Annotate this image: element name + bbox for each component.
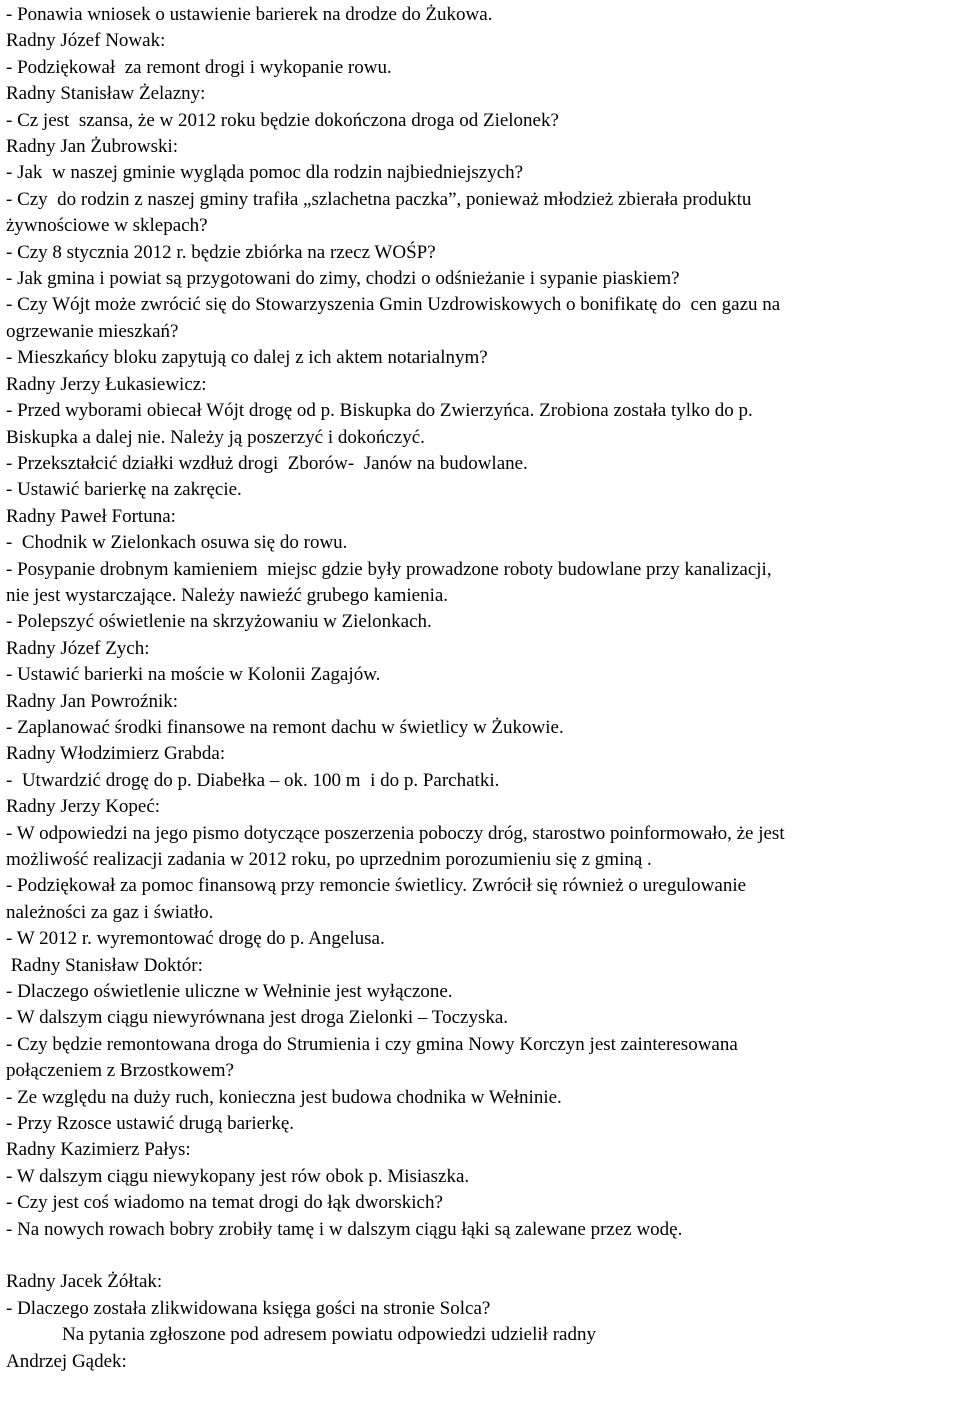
speaker-line: Radny Jerzy Łukasiewicz:	[6, 373, 207, 395]
text-line: możliwość realizacji zadania w 2012 roku, po uprzednim porozumieniu się z gminą .	[6, 849, 652, 870]
speaker-line: Radny Stanisław Żelazny:	[6, 83, 206, 105]
speaker-line: Radny Jan Żubrowski:	[6, 136, 179, 158]
text-line: - Na nowych rowach bobry zrobiły tamę i w dalszym ciągu łąki są zalewane przez wodę.	[6, 1218, 683, 1240]
text-line: - Dlaczego oświetlenie uliczne w Wełninie jest wyłączone.	[6, 981, 453, 1003]
speaker-line: Radny Stanisław Doktór:	[6, 954, 203, 976]
text-line: - Przy Rzosce ustawić drugą barierkę.	[6, 1113, 295, 1135]
text-line: - Chodnik w Zielonkach osuwa się do rowu.	[6, 532, 348, 554]
text-line: połączeniem z Brzostkowem?	[6, 1060, 234, 1082]
text-line: - Przekształcić działki wzdłuż drogi Zborów- Janów na budowlane.	[6, 452, 528, 474]
speaker-line: Radny Jan Powroźnik:	[6, 690, 179, 712]
speaker-line: Radny Józef Nowak:	[6, 30, 166, 52]
speaker-line: Radny Włodzimierz Grabda:	[6, 743, 226, 765]
text-line: - Ustawić barierki na moście w Kolonii Zagajów.	[6, 664, 381, 686]
text-line: - Zaplanować środki finansowe na remont dachu w świetlicy w Żukowie.	[6, 716, 564, 738]
text-line: - Cz jest szansa, że w 2012 roku będzie dokończona droga od Zielonek?	[6, 109, 559, 131]
speaker-line: Radny Jerzy Kopeć:	[6, 796, 161, 818]
text-line: - Podziękował za pomoc finansową przy remoncie świetlicy. Zwrócił się również o uregulowanie	[6, 875, 747, 897]
speaker-line: Radny Jacek Żółtak:	[6, 1271, 163, 1293]
text-line: - Jak w naszej gminie wygląda pomoc dla rodzin najbiedniejszych?	[6, 162, 524, 184]
text-line: żywnościowe w sklepach?	[6, 215, 208, 237]
speaker-line: Radny Paweł Fortuna:	[6, 505, 176, 527]
text-line: - Ustawić barierkę na zakręcie.	[6, 479, 242, 501]
speaker-line: Andrzej Gądek:	[6, 1350, 127, 1372]
text-line: - Utwardzić drogę do p. Diabełka – ok. 100 m i do p. Parchatki.	[6, 769, 500, 791]
text-line: - Mieszkańcy bloku zapytują co dalej z ich aktem notarialnym?	[6, 347, 488, 369]
text-line: Biskupka a dalej nie. Należy ją poszerzyć i dokończyć.	[6, 426, 425, 448]
text-line: - Podziękował za remont drogi i wykopanie rowu.	[6, 56, 392, 78]
text-line: - Posypanie drobnym kamieniem miejsc gdzie były prowadzone roboty budowlane przy kanalizacji,	[6, 558, 772, 580]
text-line: - Czy Wójt może zwrócić się do Stowarzyszenia Gmin Uzdrowiskowych o bonifikatę do cen gazu na	[6, 294, 781, 316]
closing-line: Na pytania zgłoszone pod adresem powiatu odpowiedzi udzielił radny	[62, 1324, 596, 1346]
text-line: - W dalszym ciągu niewyrównana jest droga Zielonki – Toczyska.	[6, 1007, 509, 1029]
text-line: należności za gaz i światło.	[6, 901, 214, 923]
text-line: - Czy będzie remontowana droga do Strumienia i czy gmina Nowy Korczyn jest zainteresowana	[6, 1033, 738, 1055]
text-line: - Przed wyborami obiecał Wójt drogę od p. Biskupka do Zwierzyńca. Zrobiona została tylko do p.	[6, 400, 753, 422]
text-line: - Czy jest coś wiadomo na temat drogi do łąk dworskich?	[6, 1192, 443, 1214]
text-line: ogrzewanie mieszkań?	[6, 320, 179, 342]
text-line: - Jak gmina i powiat są przygotowani do zimy, chodzi o odśnieżanie i sypanie piaskiem?	[6, 268, 680, 290]
text-line: - Polepszyć oświetlenie na skrzyżowaniu w Zielonkach.	[6, 611, 432, 633]
text-line: - Ponawia wniosek o ustawienie barierek na drodze do Żukowa.	[6, 4, 493, 25]
text-line: - W odpowiedzi na jego pismo dotyczące poszerzenia poboczy dróg, starostwo poinformowało, że jest	[6, 822, 785, 844]
text-line: - Dlaczego została zlikwidowana księga gości na stronie Solca?	[6, 1297, 491, 1319]
text-line: - Ze względu na duży ruch, konieczna jest budowa chodnika w Wełninie.	[6, 1086, 562, 1108]
speaker-line: Radny Józef Zych:	[6, 637, 150, 659]
text-line: nie jest wystarczające. Należy nawieźć grubego kamienia.	[6, 584, 449, 606]
blank-line	[6, 1243, 960, 1269]
text-line: - W dalszym ciągu niewykopany jest rów obok p. Misiaszka.	[6, 1165, 470, 1187]
text-line: - Czy 8 stycznia 2012 r. będzie zbiórka na rzecz WOŚP?	[6, 241, 436, 263]
speaker-line: Radny Kazimierz Pałys:	[6, 1139, 191, 1161]
text-line: - W 2012 r. wyremontować drogę do p. Angelusa.	[6, 928, 385, 950]
text-line: - Czy do rodzin z naszej gminy trafiła „szlachetna paczka”, ponieważ młodzież zbierała produktu	[6, 188, 752, 210]
